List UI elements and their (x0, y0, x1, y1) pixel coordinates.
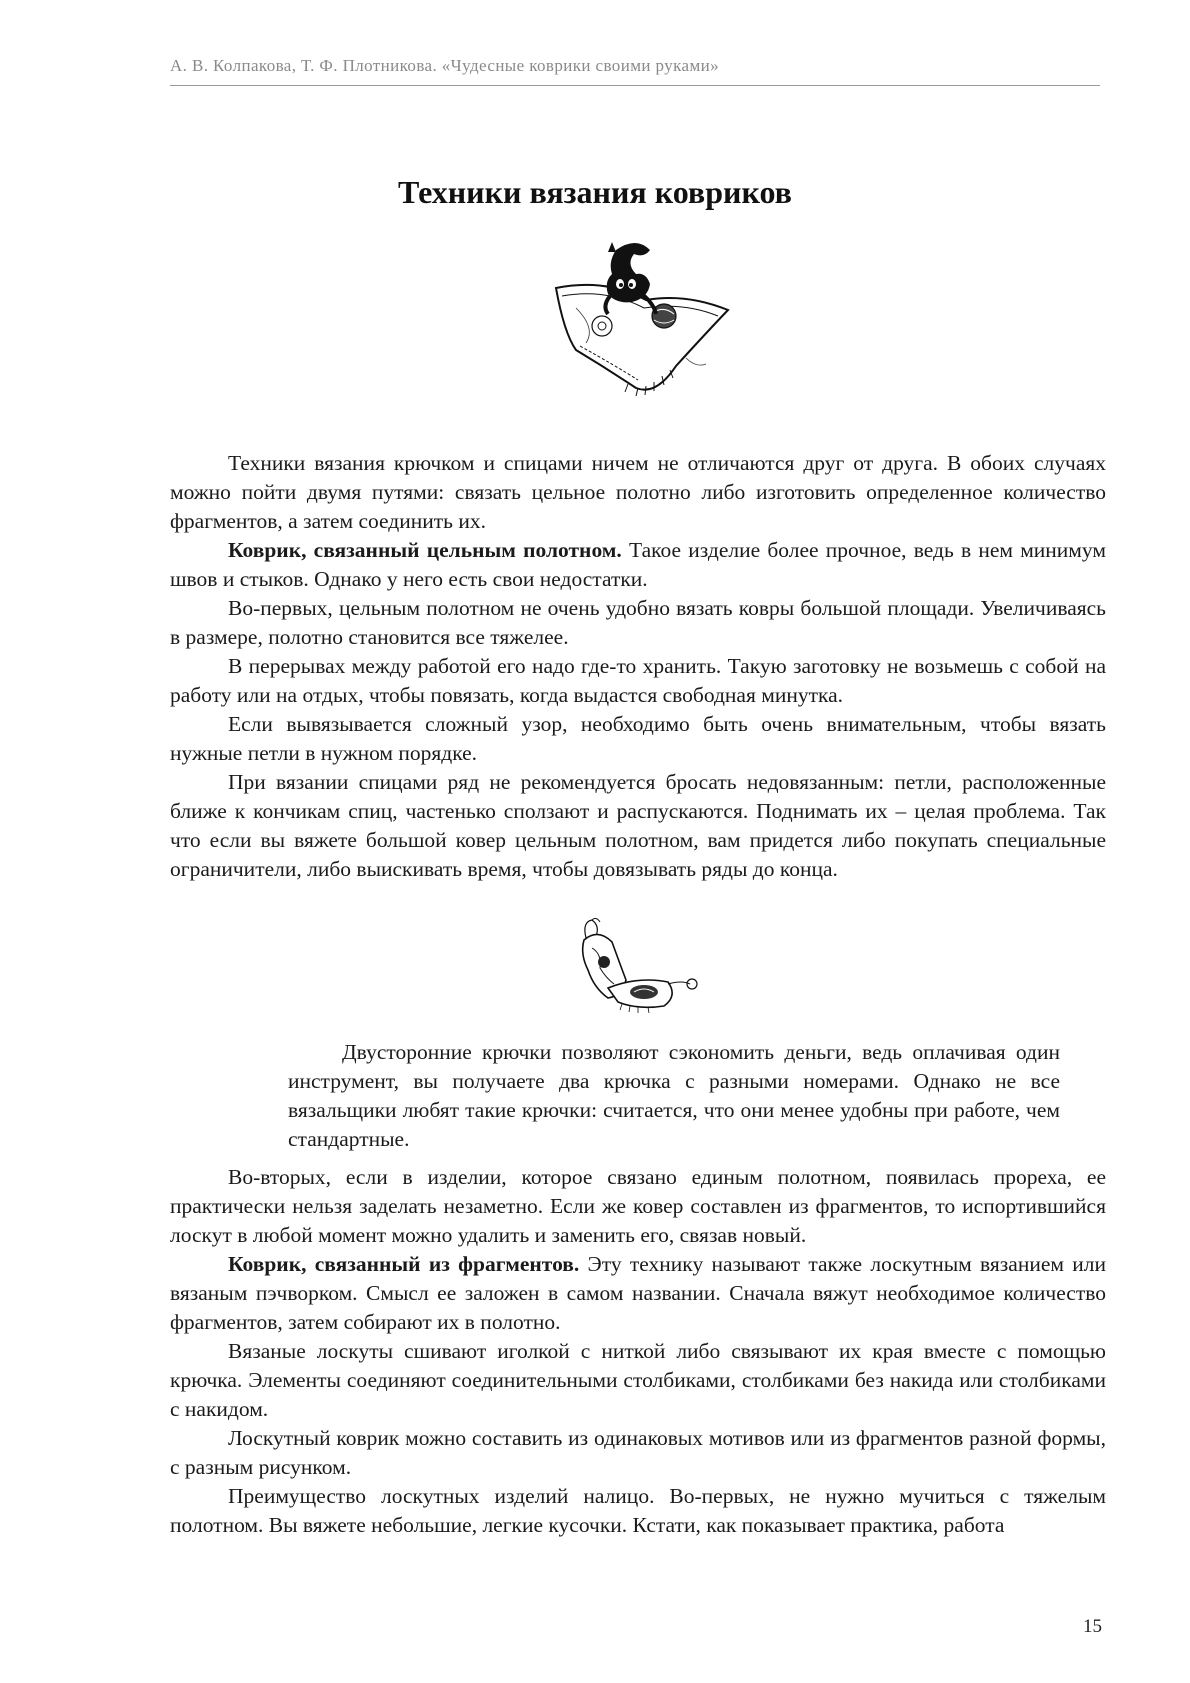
paragraph: Коврик, связанный из фрагментов. Эту технику называют также лоскутным вязанием или вязаным пэчворком. Смысл ее заложен в самом названии. Сначала вяжут необходимое количество фрагментов, затем собирают их в полотно. (170, 1252, 1107, 1334)
paragraph: При вязании спицами ряд не рекомендуется бросать недовязанным: петли, расположенные ближе к кончикам спиц, частенько сползают и распускаются. Поднимать их – целая проблема. Так что если вы вяжете большой ковер цельным полотном, вам придется либо покупать специальные ограничители, либо выискивать время, чтобы довязывать ряды до конца. (170, 770, 1106, 881)
paragraph: Вязаные лоскуты сшивают иголкой с ниткой либо связывают их края вместе с помощью крючка. Элементы соединяют соединительными столбиками, столбиками без накида или столбиками с накидом. (170, 1339, 1106, 1421)
header-divider (170, 85, 1100, 86)
paragraph: Во-вторых, если в изделии, которое связано единым полотном, появилась прореха, ее практически нельзя заделать незаметно. Если же ковер составлен из фрагментов, то испортившийся лоскут в любой момент можно удалить и заменить его, связав новый. (170, 1165, 1106, 1247)
body-section-2 (170, 1163, 1106, 1540)
tip-text: Двусторонние крючки позволяют сэкономить деньги, ведь оплачивая один инструмент, вы получаете два крючка с разными номерами. Однако не все вязальщики любят такие крючки: считается, что они менее удобны при работе, чем стандартные. (288, 1040, 1060, 1151)
running-head: А. В. Колпакова, Т. Ф. Плотникова. «Чудесные коврики своими руками» (170, 56, 719, 75)
cat-on-rug-illustration (546, 238, 736, 398)
paragraph: Коврик, связанный цельным полотном. Такое изделие более прочное, ведь в нем минимум швов и стыков. Однако у него есть свои недостатки. (170, 538, 1106, 591)
paragraph: Преимущество лоскутных изделий налицо. Во-первых, не нужно мучиться с тяжелым полотном. Вы вяжете небольшие, легкие кусочки. Кстати, как показывает практика, работа (170, 1484, 1106, 1537)
paragraph: Лоскутный коврик можно составить из одинаковых мотивов или из фрагментов разной формы, с разным рисунком. (170, 1426, 1106, 1479)
body-section-1 (170, 449, 1106, 884)
cat-on-rug-icon (546, 238, 736, 398)
tip-block (288, 1038, 1060, 1154)
rolled-rug-icon (578, 918, 702, 1014)
paragraph: В перерывах между работой его надо где-то хранить. Такую заготовку не возьмешь с собой на работу или на отдых, чтобы повязать, когда выдастся свободная минутка. (170, 654, 1106, 707)
paragraph: Если вывязывается сложный узор, необходимо быть очень внимательным, чтобы вязать нужные петли в нужном порядке. (170, 712, 1106, 765)
paragraph: Во-первых, цельным полотном не очень удобно вязать ковры большой площади. Увеличиваясь в размере, полотно становится все тяжелее. (170, 596, 1106, 649)
rolled-rug-illustration (578, 918, 702, 1014)
paragraph: Техники вязания крючком и спицами ничем не отличаются друг от друга. В обоих случаях можно пойти двумя путями: связать цельное полотно либо изготовить определенное количество фрагментов, а затем соединить их. (170, 451, 1106, 533)
page-number: 15 (1083, 1616, 1102, 1637)
page-title: Техники вязания ковриков (398, 174, 792, 210)
